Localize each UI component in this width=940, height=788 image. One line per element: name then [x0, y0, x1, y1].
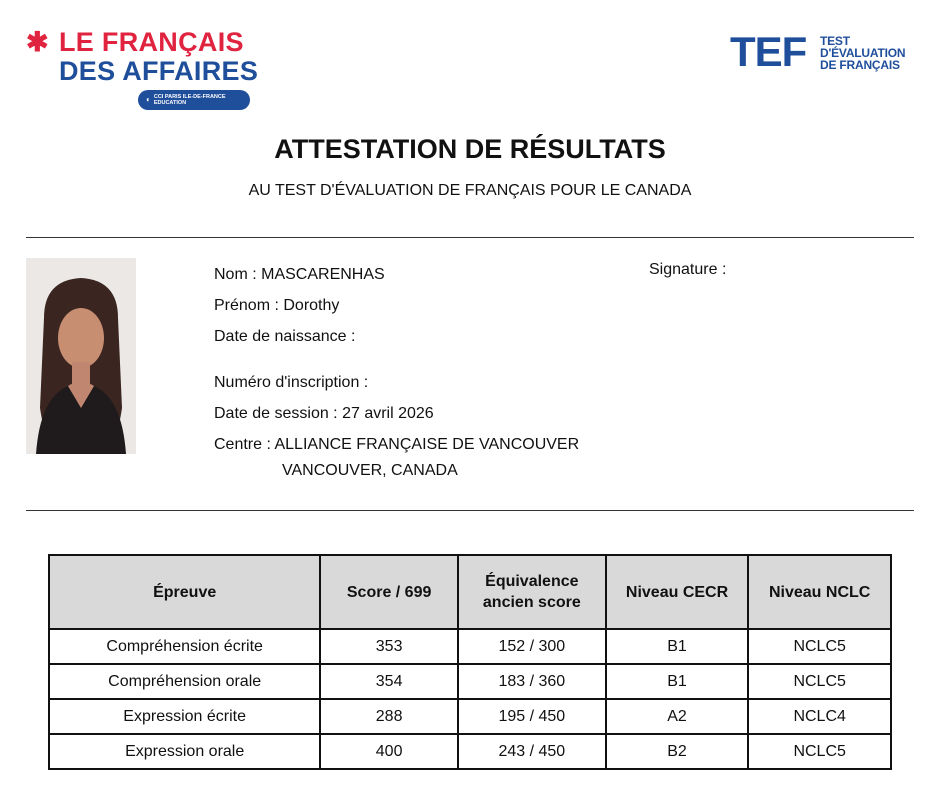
tef-logo-big: TEF	[730, 28, 807, 75]
cell-cecr: B1	[606, 629, 749, 664]
document-subtitle: AU TEST D'ÉVALUATION DE FRANÇAIS POUR LE CANADA	[248, 182, 692, 199]
candidate-numero-inscription: Numéro d'inscription :	[214, 374, 369, 391]
cell-score: 400	[320, 734, 458, 769]
tef-logo-line2: D'ÉVALUATION	[820, 46, 906, 60]
candidate-date-naissance: Date de naissance :	[214, 328, 356, 345]
cci-badge-line2: EDUCATION	[153, 100, 187, 106]
cell-cecr: B1	[606, 664, 749, 699]
portrait-image	[26, 258, 136, 454]
divider-bottom	[26, 510, 914, 511]
signature-label: Signature :	[649, 261, 727, 278]
cci-badge	[138, 90, 250, 110]
cell-epreuve: Expression orale	[49, 734, 320, 769]
cell-equivalence: 243 / 450	[458, 734, 606, 769]
table-row	[49, 629, 891, 664]
cell-epreuve: Expression écrite	[49, 699, 320, 734]
candidate-nom: Nom : MASCARENHAS	[214, 266, 385, 283]
results-table	[48, 554, 892, 770]
cell-epreuve: Compréhension écrite	[49, 629, 320, 664]
candidate-prenom: Prénom : Dorothy	[214, 297, 340, 314]
header-epreuve: Épreuve	[49, 555, 320, 629]
asterisk-icon: ✱	[26, 27, 49, 57]
cell-score: 354	[320, 664, 458, 699]
logo-left-line1: LE FRANÇAIS	[59, 27, 244, 57]
table-row	[49, 734, 891, 769]
tef-logo-line3: DE FRANÇAIS	[820, 58, 900, 72]
cci-badge-line1: CCI PARIS ILE-DE-FRANCE	[153, 94, 226, 100]
cell-cecr: A2	[606, 699, 749, 734]
candidate-date-session: Date de session : 27 avril 2026	[214, 405, 434, 422]
header-nclc: Niveau NCLC	[748, 555, 891, 629]
candidate-photo	[26, 258, 136, 454]
cell-nclc: NCLC5	[748, 629, 891, 664]
table-row	[49, 664, 891, 699]
header-score: Score / 699	[320, 555, 458, 629]
candidate-centre-line2: VANCOUVER, CANADA	[282, 462, 458, 479]
document-title: ATTESTATION DE RÉSULTATS	[274, 134, 666, 164]
cell-equivalence: 195 / 450	[458, 699, 606, 734]
divider-top	[26, 237, 914, 238]
cell-nclc: NCLC4	[748, 699, 891, 734]
cell-nclc: NCLC5	[748, 734, 891, 769]
cell-nclc: NCLC5	[748, 664, 891, 699]
tef-logo-line1: TEST	[820, 34, 850, 48]
results-header-row	[49, 555, 891, 629]
candidate-centre-line1: Centre : ALLIANCE FRANÇAISE DE VANCOUVER	[214, 436, 580, 453]
cell-score: 353	[320, 629, 458, 664]
cell-score: 288	[320, 699, 458, 734]
cell-epreuve: Compréhension orale	[49, 664, 320, 699]
logo-left-line2: DES AFFAIRES	[59, 56, 259, 86]
cci-mark-icon: ◐	[146, 95, 151, 104]
cell-cecr: B2	[606, 734, 749, 769]
header-cecr: Niveau CECR	[606, 555, 749, 629]
cell-equivalence: 152 / 300	[458, 629, 606, 664]
le-francais-des-affaires-logo	[26, 27, 259, 106]
cell-equivalence: 183 / 360	[458, 664, 606, 699]
header-equivalence: Équivalence ancien score	[458, 555, 606, 629]
table-row	[49, 699, 891, 734]
